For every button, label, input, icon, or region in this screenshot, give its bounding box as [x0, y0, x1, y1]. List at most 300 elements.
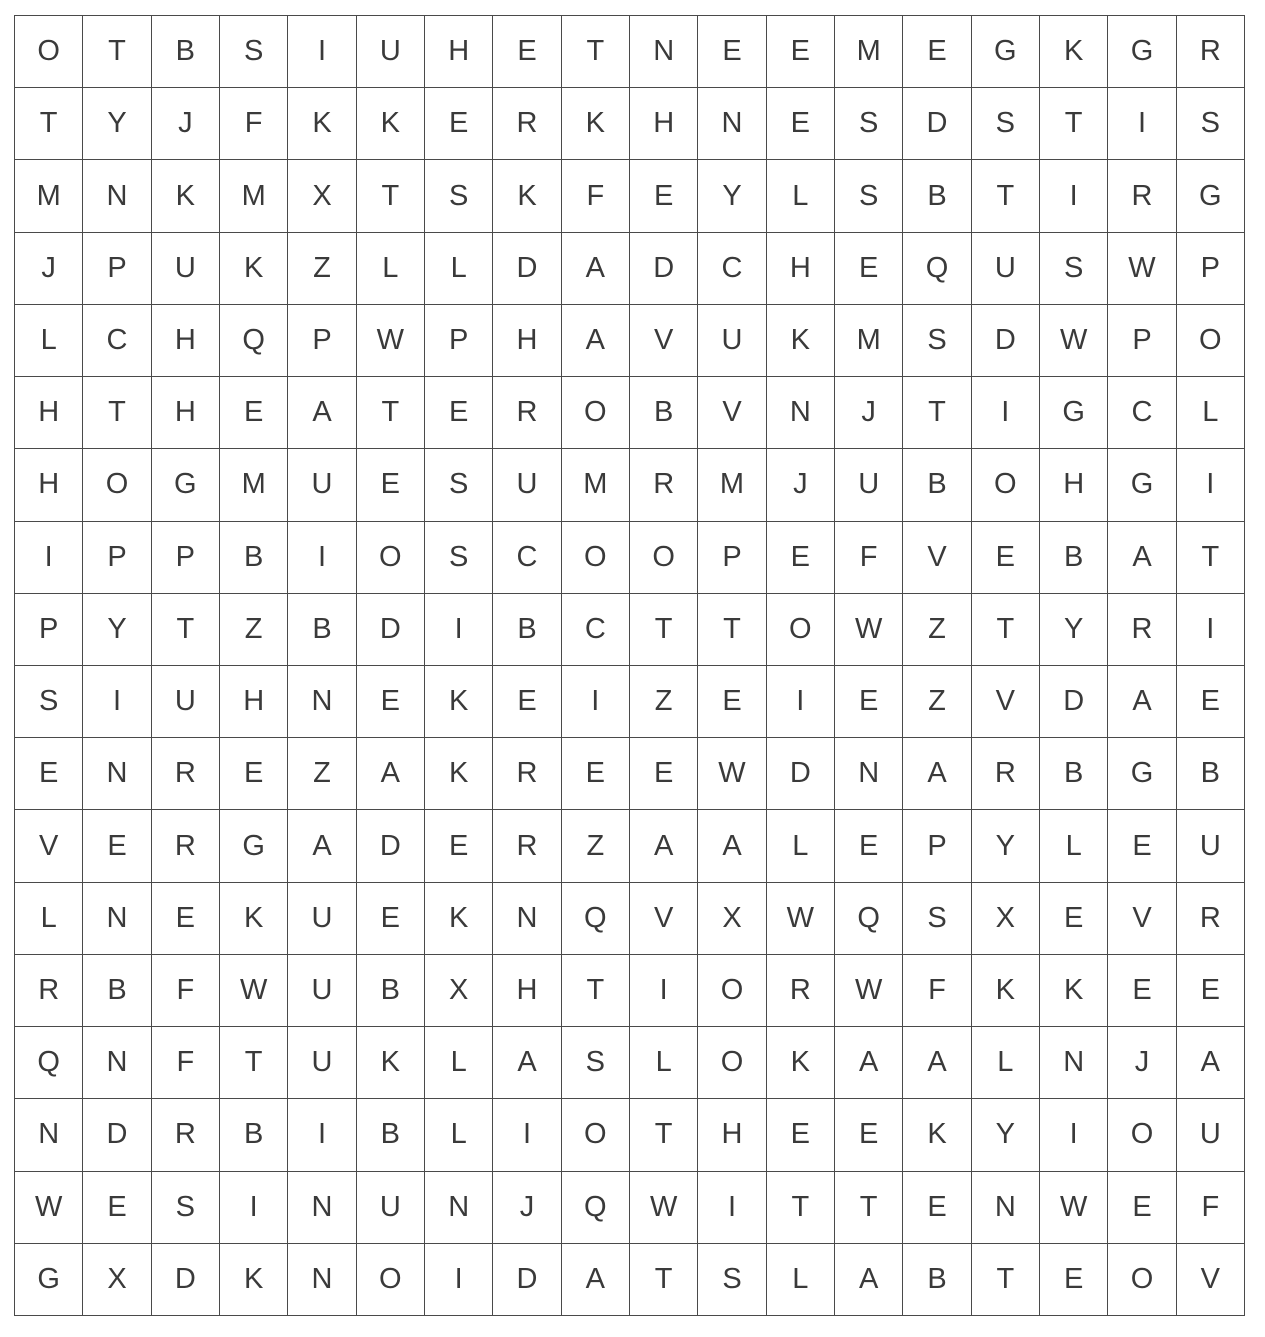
letter-cell[interactable]: E	[767, 1099, 835, 1171]
letter-cell[interactable]: Y	[83, 88, 151, 160]
letter-cell[interactable]: H	[220, 666, 288, 738]
letter-cell[interactable]: V	[1108, 883, 1176, 955]
letter-cell[interactable]: T	[698, 594, 766, 666]
letter-cell[interactable]: B	[1040, 522, 1108, 594]
letter-cell[interactable]: L	[15, 883, 83, 955]
letter-cell[interactable]: T	[357, 160, 425, 232]
letter-cell[interactable]: K	[1040, 16, 1108, 88]
letter-cell[interactable]: K	[220, 883, 288, 955]
letter-cell[interactable]: E	[698, 16, 766, 88]
letter-cell[interactable]: A	[357, 738, 425, 810]
letter-cell[interactable]: N	[15, 1099, 83, 1171]
letter-cell[interactable]: M	[835, 16, 903, 88]
letter-cell[interactable]: M	[15, 160, 83, 232]
letter-cell[interactable]: E	[1177, 666, 1245, 738]
letter-cell[interactable]: E	[903, 1172, 971, 1244]
letter-cell[interactable]: A	[288, 810, 356, 882]
letter-cell[interactable]: U	[152, 666, 220, 738]
letter-cell[interactable]: T	[972, 1244, 1040, 1316]
letter-cell[interactable]: D	[83, 1099, 151, 1171]
letter-cell[interactable]: S	[425, 522, 493, 594]
letter-cell[interactable]: E	[357, 883, 425, 955]
letter-cell[interactable]: V	[698, 377, 766, 449]
letter-cell[interactable]: E	[903, 16, 971, 88]
letter-cell[interactable]: I	[425, 1244, 493, 1316]
letter-cell[interactable]: B	[493, 594, 561, 666]
letter-cell[interactable]: G	[1177, 160, 1245, 232]
letter-cell[interactable]: Q	[220, 305, 288, 377]
letter-cell[interactable]: I	[767, 666, 835, 738]
letter-cell[interactable]: E	[357, 449, 425, 521]
letter-cell[interactable]: G	[1040, 377, 1108, 449]
letter-cell[interactable]: K	[288, 88, 356, 160]
letter-cell[interactable]: T	[1177, 522, 1245, 594]
letter-cell[interactable]: N	[698, 88, 766, 160]
letter-cell[interactable]: B	[83, 955, 151, 1027]
letter-cell[interactable]: P	[425, 305, 493, 377]
letter-cell[interactable]: X	[83, 1244, 151, 1316]
letter-cell[interactable]: O	[630, 522, 698, 594]
letter-cell[interactable]: W	[1108, 233, 1176, 305]
letter-cell[interactable]: H	[152, 377, 220, 449]
letter-cell[interactable]: I	[493, 1099, 561, 1171]
letter-cell[interactable]: D	[903, 88, 971, 160]
letter-cell[interactable]: C	[493, 522, 561, 594]
letter-cell[interactable]: E	[767, 522, 835, 594]
letter-cell[interactable]: W	[767, 883, 835, 955]
letter-cell[interactable]: U	[288, 1027, 356, 1099]
letter-cell[interactable]: O	[562, 522, 630, 594]
letter-cell[interactable]: N	[767, 377, 835, 449]
letter-cell[interactable]: V	[972, 666, 1040, 738]
letter-cell[interactable]: A	[562, 305, 630, 377]
letter-cell[interactable]: M	[698, 449, 766, 521]
letter-cell[interactable]: B	[903, 1244, 971, 1316]
letter-cell[interactable]: E	[220, 377, 288, 449]
letter-cell[interactable]: L	[767, 160, 835, 232]
letter-cell[interactable]: P	[83, 233, 151, 305]
letter-cell[interactable]: E	[1108, 955, 1176, 1027]
letter-cell[interactable]: Q	[835, 883, 903, 955]
letter-cell[interactable]: H	[630, 88, 698, 160]
letter-cell[interactable]: O	[15, 16, 83, 88]
letter-cell[interactable]: W	[15, 1172, 83, 1244]
letter-cell[interactable]: K	[1040, 955, 1108, 1027]
letter-cell[interactable]: L	[767, 1244, 835, 1316]
letter-cell[interactable]: F	[220, 88, 288, 160]
letter-cell[interactable]: B	[903, 160, 971, 232]
letter-cell[interactable]: L	[15, 305, 83, 377]
letter-cell[interactable]: K	[357, 88, 425, 160]
letter-cell[interactable]: W	[1040, 1172, 1108, 1244]
letter-cell[interactable]: H	[15, 449, 83, 521]
letter-cell[interactable]: S	[1040, 233, 1108, 305]
letter-cell[interactable]: Y	[83, 594, 151, 666]
letter-cell[interactable]: T	[767, 1172, 835, 1244]
letter-cell[interactable]: B	[288, 594, 356, 666]
letter-cell[interactable]: D	[1040, 666, 1108, 738]
letter-cell[interactable]: F	[1177, 1172, 1245, 1244]
letter-cell[interactable]: D	[972, 305, 1040, 377]
letter-cell[interactable]: I	[1177, 449, 1245, 521]
letter-cell[interactable]: O	[1177, 305, 1245, 377]
letter-cell[interactable]: T	[562, 955, 630, 1027]
letter-cell[interactable]: R	[630, 449, 698, 521]
letter-cell[interactable]: K	[357, 1027, 425, 1099]
letter-cell[interactable]: N	[288, 1172, 356, 1244]
letter-cell[interactable]: L	[630, 1027, 698, 1099]
letter-cell[interactable]: M	[835, 305, 903, 377]
letter-cell[interactable]: I	[1040, 1099, 1108, 1171]
letter-cell[interactable]: I	[1040, 160, 1108, 232]
letter-cell[interactable]: R	[1177, 883, 1245, 955]
letter-cell[interactable]: I	[83, 666, 151, 738]
letter-cell[interactable]: B	[903, 449, 971, 521]
letter-cell[interactable]: P	[288, 305, 356, 377]
letter-cell[interactable]: W	[220, 955, 288, 1027]
letter-cell[interactable]: Z	[562, 810, 630, 882]
letter-cell[interactable]: C	[1108, 377, 1176, 449]
letter-cell[interactable]: N	[83, 738, 151, 810]
letter-cell[interactable]: B	[152, 16, 220, 88]
letter-cell[interactable]: S	[698, 1244, 766, 1316]
letter-cell[interactable]: W	[1040, 305, 1108, 377]
letter-cell[interactable]: D	[357, 810, 425, 882]
letter-cell[interactable]: E	[698, 666, 766, 738]
letter-cell[interactable]: O	[357, 1244, 425, 1316]
letter-cell[interactable]: F	[562, 160, 630, 232]
letter-cell[interactable]: V	[1177, 1244, 1245, 1316]
letter-cell[interactable]: N	[1040, 1027, 1108, 1099]
letter-cell[interactable]: D	[493, 1244, 561, 1316]
letter-cell[interactable]: H	[15, 377, 83, 449]
letter-cell[interactable]: L	[425, 233, 493, 305]
letter-cell[interactable]: M	[220, 449, 288, 521]
letter-cell[interactable]: Z	[288, 738, 356, 810]
letter-cell[interactable]: R	[493, 810, 561, 882]
letter-cell[interactable]: A	[698, 810, 766, 882]
letter-cell[interactable]: J	[15, 233, 83, 305]
letter-cell[interactable]: E	[767, 16, 835, 88]
letter-cell[interactable]: G	[1108, 738, 1176, 810]
letter-cell[interactable]: S	[152, 1172, 220, 1244]
letter-cell[interactable]: H	[493, 305, 561, 377]
letter-cell[interactable]: M	[562, 449, 630, 521]
letter-cell[interactable]: E	[835, 666, 903, 738]
letter-cell[interactable]: H	[152, 305, 220, 377]
letter-cell[interactable]: B	[357, 955, 425, 1027]
letter-cell[interactable]: G	[152, 449, 220, 521]
letter-cell[interactable]: F	[152, 955, 220, 1027]
letter-cell[interactable]: H	[1040, 449, 1108, 521]
letter-cell[interactable]: T	[972, 594, 1040, 666]
letter-cell[interactable]: T	[83, 16, 151, 88]
letter-cell[interactable]: A	[288, 377, 356, 449]
letter-cell[interactable]: I	[1108, 88, 1176, 160]
letter-cell[interactable]: P	[1177, 233, 1245, 305]
letter-cell[interactable]: F	[152, 1027, 220, 1099]
letter-cell[interactable]: L	[1177, 377, 1245, 449]
letter-cell[interactable]: K	[493, 160, 561, 232]
letter-cell[interactable]: E	[835, 810, 903, 882]
letter-cell[interactable]: R	[767, 955, 835, 1027]
letter-cell[interactable]: S	[15, 666, 83, 738]
letter-cell[interactable]: O	[698, 955, 766, 1027]
letter-cell[interactable]: F	[903, 955, 971, 1027]
letter-cell[interactable]: N	[288, 666, 356, 738]
letter-cell[interactable]: B	[1177, 738, 1245, 810]
letter-cell[interactable]: S	[972, 88, 1040, 160]
letter-cell[interactable]: A	[903, 738, 971, 810]
letter-cell[interactable]: T	[835, 1172, 903, 1244]
letter-cell[interactable]: R	[152, 738, 220, 810]
letter-cell[interactable]: I	[425, 594, 493, 666]
letter-cell[interactable]: E	[1108, 810, 1176, 882]
letter-cell[interactable]: K	[220, 233, 288, 305]
letter-cell[interactable]: S	[425, 449, 493, 521]
letter-cell[interactable]: M	[220, 160, 288, 232]
letter-cell[interactable]: G	[15, 1244, 83, 1316]
letter-cell[interactable]: N	[630, 16, 698, 88]
letter-cell[interactable]: T	[357, 377, 425, 449]
letter-cell[interactable]: Z	[903, 594, 971, 666]
letter-cell[interactable]: H	[698, 1099, 766, 1171]
letter-cell[interactable]: T	[630, 1099, 698, 1171]
letter-cell[interactable]: A	[835, 1027, 903, 1099]
letter-cell[interactable]: S	[903, 305, 971, 377]
letter-cell[interactable]: A	[1108, 522, 1176, 594]
letter-cell[interactable]: E	[493, 666, 561, 738]
letter-cell[interactable]: T	[562, 16, 630, 88]
letter-cell[interactable]: J	[767, 449, 835, 521]
letter-cell[interactable]: R	[15, 955, 83, 1027]
letter-cell[interactable]: K	[562, 88, 630, 160]
letter-cell[interactable]: A	[630, 810, 698, 882]
letter-cell[interactable]: Z	[630, 666, 698, 738]
letter-cell[interactable]: R	[152, 1099, 220, 1171]
letter-cell[interactable]: V	[630, 883, 698, 955]
letter-cell[interactable]: O	[357, 522, 425, 594]
letter-cell[interactable]: U	[357, 1172, 425, 1244]
letter-cell[interactable]: Z	[220, 594, 288, 666]
letter-cell[interactable]: E	[835, 233, 903, 305]
letter-cell[interactable]: X	[972, 883, 1040, 955]
letter-cell[interactable]: T	[1040, 88, 1108, 160]
letter-cell[interactable]: V	[903, 522, 971, 594]
letter-cell[interactable]: E	[972, 522, 1040, 594]
letter-cell[interactable]: K	[220, 1244, 288, 1316]
letter-cell[interactable]: H	[493, 955, 561, 1027]
letter-cell[interactable]: J	[1108, 1027, 1176, 1099]
letter-cell[interactable]: S	[425, 160, 493, 232]
letter-cell[interactable]: E	[1177, 955, 1245, 1027]
letter-cell[interactable]: R	[493, 377, 561, 449]
letter-cell[interactable]: N	[972, 1172, 1040, 1244]
letter-cell[interactable]: U	[835, 449, 903, 521]
letter-cell[interactable]: K	[425, 666, 493, 738]
letter-cell[interactable]: C	[698, 233, 766, 305]
letter-cell[interactable]: U	[288, 883, 356, 955]
letter-cell[interactable]: P	[83, 522, 151, 594]
letter-cell[interactable]: T	[630, 1244, 698, 1316]
letter-cell[interactable]: U	[1177, 810, 1245, 882]
letter-cell[interactable]: W	[357, 305, 425, 377]
letter-cell[interactable]: P	[152, 522, 220, 594]
letter-cell[interactable]: N	[83, 160, 151, 232]
letter-cell[interactable]: L	[972, 1027, 1040, 1099]
letter-cell[interactable]: A	[562, 233, 630, 305]
letter-cell[interactable]: S	[835, 88, 903, 160]
letter-cell[interactable]: E	[1040, 1244, 1108, 1316]
letter-cell[interactable]: K	[972, 955, 1040, 1027]
letter-cell[interactable]: W	[630, 1172, 698, 1244]
letter-cell[interactable]: K	[903, 1099, 971, 1171]
letter-cell[interactable]: T	[152, 594, 220, 666]
letter-cell[interactable]: B	[220, 522, 288, 594]
letter-cell[interactable]: I	[698, 1172, 766, 1244]
letter-cell[interactable]: N	[288, 1244, 356, 1316]
letter-cell[interactable]: H	[425, 16, 493, 88]
letter-cell[interactable]: Z	[903, 666, 971, 738]
letter-cell[interactable]: O	[562, 377, 630, 449]
letter-cell[interactable]: P	[698, 522, 766, 594]
letter-cell[interactable]: S	[835, 160, 903, 232]
letter-cell[interactable]: Q	[562, 883, 630, 955]
letter-cell[interactable]: U	[698, 305, 766, 377]
letter-cell[interactable]: A	[835, 1244, 903, 1316]
letter-cell[interactable]: X	[698, 883, 766, 955]
letter-cell[interactable]: H	[767, 233, 835, 305]
letter-cell[interactable]: R	[1177, 16, 1245, 88]
letter-cell[interactable]: T	[15, 88, 83, 160]
letter-cell[interactable]: T	[903, 377, 971, 449]
letter-cell[interactable]: S	[1177, 88, 1245, 160]
letter-cell[interactable]: K	[425, 738, 493, 810]
letter-cell[interactable]: I	[288, 522, 356, 594]
letter-cell[interactable]: N	[83, 883, 151, 955]
letter-cell[interactable]: U	[288, 449, 356, 521]
letter-cell[interactable]: I	[630, 955, 698, 1027]
letter-cell[interactable]: X	[425, 955, 493, 1027]
letter-cell[interactable]: Y	[1040, 594, 1108, 666]
letter-cell[interactable]: O	[562, 1099, 630, 1171]
letter-cell[interactable]: I	[15, 522, 83, 594]
letter-cell[interactable]: D	[767, 738, 835, 810]
letter-cell[interactable]: I	[972, 377, 1040, 449]
letter-cell[interactable]: I	[562, 666, 630, 738]
letter-cell[interactable]: S	[220, 16, 288, 88]
letter-cell[interactable]: T	[220, 1027, 288, 1099]
letter-cell[interactable]: E	[425, 88, 493, 160]
letter-cell[interactable]: C	[83, 305, 151, 377]
letter-cell[interactable]: E	[630, 160, 698, 232]
letter-cell[interactable]: E	[767, 88, 835, 160]
letter-cell[interactable]: B	[1040, 738, 1108, 810]
letter-cell[interactable]: U	[152, 233, 220, 305]
letter-cell[interactable]: E	[1108, 1172, 1176, 1244]
letter-cell[interactable]: W	[835, 955, 903, 1027]
letter-cell[interactable]: E	[220, 738, 288, 810]
letter-cell[interactable]: J	[835, 377, 903, 449]
letter-cell[interactable]: Y	[972, 810, 1040, 882]
letter-cell[interactable]: Y	[698, 160, 766, 232]
letter-cell[interactable]: N	[835, 738, 903, 810]
letter-cell[interactable]: S	[562, 1027, 630, 1099]
letter-cell[interactable]: L	[1040, 810, 1108, 882]
letter-cell[interactable]: L	[425, 1027, 493, 1099]
letter-cell[interactable]: A	[1108, 666, 1176, 738]
letter-cell[interactable]: E	[562, 738, 630, 810]
letter-cell[interactable]: G	[1108, 449, 1176, 521]
letter-cell[interactable]: U	[1177, 1099, 1245, 1171]
letter-cell[interactable]: F	[835, 522, 903, 594]
letter-cell[interactable]: R	[1108, 160, 1176, 232]
letter-cell[interactable]: Z	[288, 233, 356, 305]
letter-cell[interactable]: V	[630, 305, 698, 377]
letter-cell[interactable]: L	[357, 233, 425, 305]
letter-cell[interactable]: A	[562, 1244, 630, 1316]
letter-cell[interactable]: P	[15, 594, 83, 666]
letter-cell[interactable]: W	[835, 594, 903, 666]
letter-cell[interactable]: U	[972, 233, 1040, 305]
letter-cell[interactable]: G	[220, 810, 288, 882]
letter-cell[interactable]: D	[630, 233, 698, 305]
letter-cell[interactable]: N	[425, 1172, 493, 1244]
letter-cell[interactable]: A	[1177, 1027, 1245, 1099]
letter-cell[interactable]: E	[83, 810, 151, 882]
letter-cell[interactable]: K	[767, 305, 835, 377]
letter-cell[interactable]: Y	[972, 1099, 1040, 1171]
letter-cell[interactable]: I	[220, 1172, 288, 1244]
letter-cell[interactable]: E	[1040, 883, 1108, 955]
letter-cell[interactable]: E	[835, 1099, 903, 1171]
letter-cell[interactable]: G	[972, 16, 1040, 88]
letter-cell[interactable]: O	[1108, 1099, 1176, 1171]
letter-cell[interactable]: J	[493, 1172, 561, 1244]
letter-cell[interactable]: A	[493, 1027, 561, 1099]
letter-cell[interactable]: I	[1177, 594, 1245, 666]
letter-cell[interactable]: E	[357, 666, 425, 738]
letter-cell[interactable]: C	[562, 594, 630, 666]
letter-cell[interactable]: Q	[562, 1172, 630, 1244]
letter-cell[interactable]: R	[493, 88, 561, 160]
letter-cell[interactable]: O	[83, 449, 151, 521]
letter-cell[interactable]: L	[767, 810, 835, 882]
letter-cell[interactable]: B	[630, 377, 698, 449]
letter-cell[interactable]: T	[972, 160, 1040, 232]
letter-cell[interactable]: G	[1108, 16, 1176, 88]
letter-cell[interactable]: V	[15, 810, 83, 882]
letter-cell[interactable]: K	[767, 1027, 835, 1099]
letter-cell[interactable]: N	[83, 1027, 151, 1099]
letter-cell[interactable]: D	[493, 233, 561, 305]
letter-cell[interactable]: P	[903, 810, 971, 882]
letter-cell[interactable]: E	[15, 738, 83, 810]
letter-cell[interactable]: O	[972, 449, 1040, 521]
letter-cell[interactable]: T	[630, 594, 698, 666]
letter-cell[interactable]: W	[698, 738, 766, 810]
letter-cell[interactable]: E	[152, 883, 220, 955]
letter-cell[interactable]: R	[493, 738, 561, 810]
letter-cell[interactable]: E	[630, 738, 698, 810]
letter-cell[interactable]: I	[288, 16, 356, 88]
letter-cell[interactable]: U	[493, 449, 561, 521]
letter-cell[interactable]: I	[288, 1099, 356, 1171]
letter-cell[interactable]: D	[357, 594, 425, 666]
letter-cell[interactable]: B	[220, 1099, 288, 1171]
letter-cell[interactable]: R	[972, 738, 1040, 810]
letter-cell[interactable]: T	[83, 377, 151, 449]
